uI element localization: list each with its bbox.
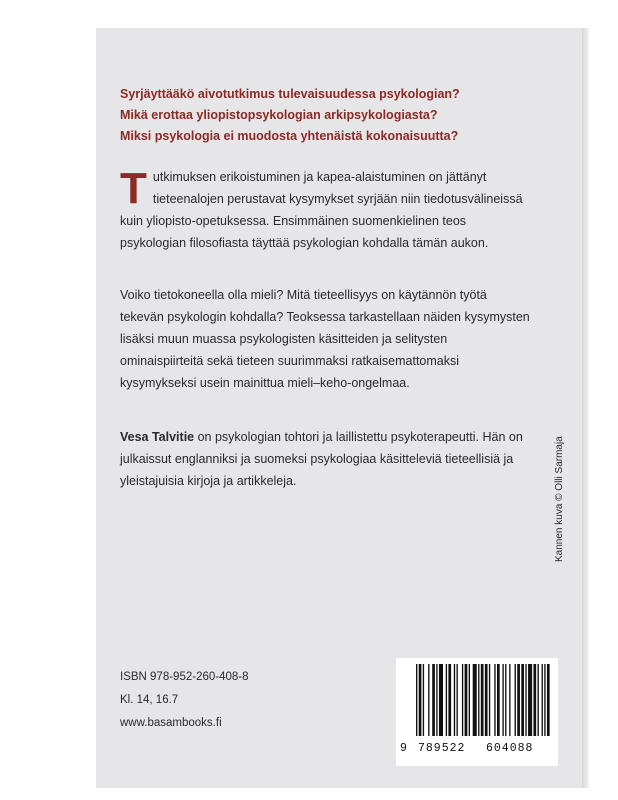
barcode-bar [439,664,443,736]
barcode-bar [465,664,468,736]
barcode-bar [517,664,520,736]
drop-cap: T [120,164,147,213]
publication-info [120,666,340,735]
barcode-bar [505,664,506,736]
barcode-digit-first: 9 [400,742,407,755]
barcode-bar [528,664,532,736]
author-bio: on psykologian tohtori ja laillistettu psykoterapeutti. Hän on julkaissut englanniksi ja suomeksi psykologiaa käsitteleviä tieteellisiä ja yleistajuisia kirjoja ja artikkeleja. [120,430,523,488]
barcode-digits-right: 604088 [486,742,534,755]
barcode-bar [432,664,435,736]
book-back-cover [96,28,589,788]
teaser-question: Miksi psykologia ei muodosta yhtenäistä kokonaisuutta? [120,129,459,143]
barcode-bar [544,664,545,736]
barcode-bar [509,664,510,736]
cover-edge [582,28,589,788]
barcode-bar [473,664,477,736]
barcode-bar [436,664,437,736]
barcode-bar [457,664,458,736]
barcode-bar [521,664,524,736]
barcode-bar [419,664,422,736]
barcode-bar [469,664,470,736]
barcode-bar [423,664,424,736]
barcode-bar [502,664,503,736]
barcode-bar [462,664,463,736]
barcode-bar [454,664,455,736]
barcode-bar [547,664,550,736]
barcode-bar [525,664,526,736]
teaser-questions [120,84,560,147]
intro-text: utkimuksen erikoistuminen ja kapea-alaistuminen on jättänyt tieteenalojen perustavat kysymykset syrjään niin tiedotusvälineissä kuin yliopisto-opetuksessa. Ensimmäinen suomenkielinen teos psykologian filosofiasta täyttää psykologian kohdalla tämän aukon. [120,170,523,250]
barcode-bar [542,664,543,736]
teaser-question: Mikä erottaa yliopistopsykologian arkipsykologiasta? [120,108,438,122]
classification: Kl. 14, 16.7 [120,694,179,706]
barcode-bar [489,664,490,736]
barcode-bar [494,664,495,736]
intro-paragraph [120,166,534,254]
barcode-bars [402,664,552,740]
barcode-bar [416,664,417,736]
body-paragraph: Voiko tietokoneella olla mieli? Mitä tieteellisyys on käytännön työtä tekevän psykologin kohdalla? Teoksessa tarkastellaan näiden kysymysten lisäksi muun muassa psykologisten käsitteiden ja selitysten ominaispiirteitä sekä tieteen suurimmaksi ratkaisemattomaksi kysymykseksi usein mainittua mieli–keho-ongelmaa. [120,288,530,390]
barcode-bar [448,664,451,736]
isbn: ISBN 978-952-260-408-8 [120,671,249,683]
barcode-bar [538,664,539,736]
barcode-bar [478,664,479,736]
barcode-bar [533,664,536,736]
barcode-bar [446,664,447,736]
barcode-digits-left: 789522 [418,742,466,755]
barcode-bar [515,664,516,736]
author-paragraph [120,426,534,492]
publisher-website: www.basambooks.fi [120,717,222,729]
teaser-question: Syrjäyttääkö aivotutkimus tulevaisuudessa psykologian? [120,87,460,101]
author-name: Vesa Talvitie [120,430,195,444]
barcode-bar [485,664,488,736]
cover-photo-credit: Kannen kuva © Olli Sarmaja [554,436,565,562]
barcode-bar [481,664,484,736]
isbn-barcode [396,658,558,766]
barcode-bar [428,664,429,736]
barcode-bar [497,664,500,736]
